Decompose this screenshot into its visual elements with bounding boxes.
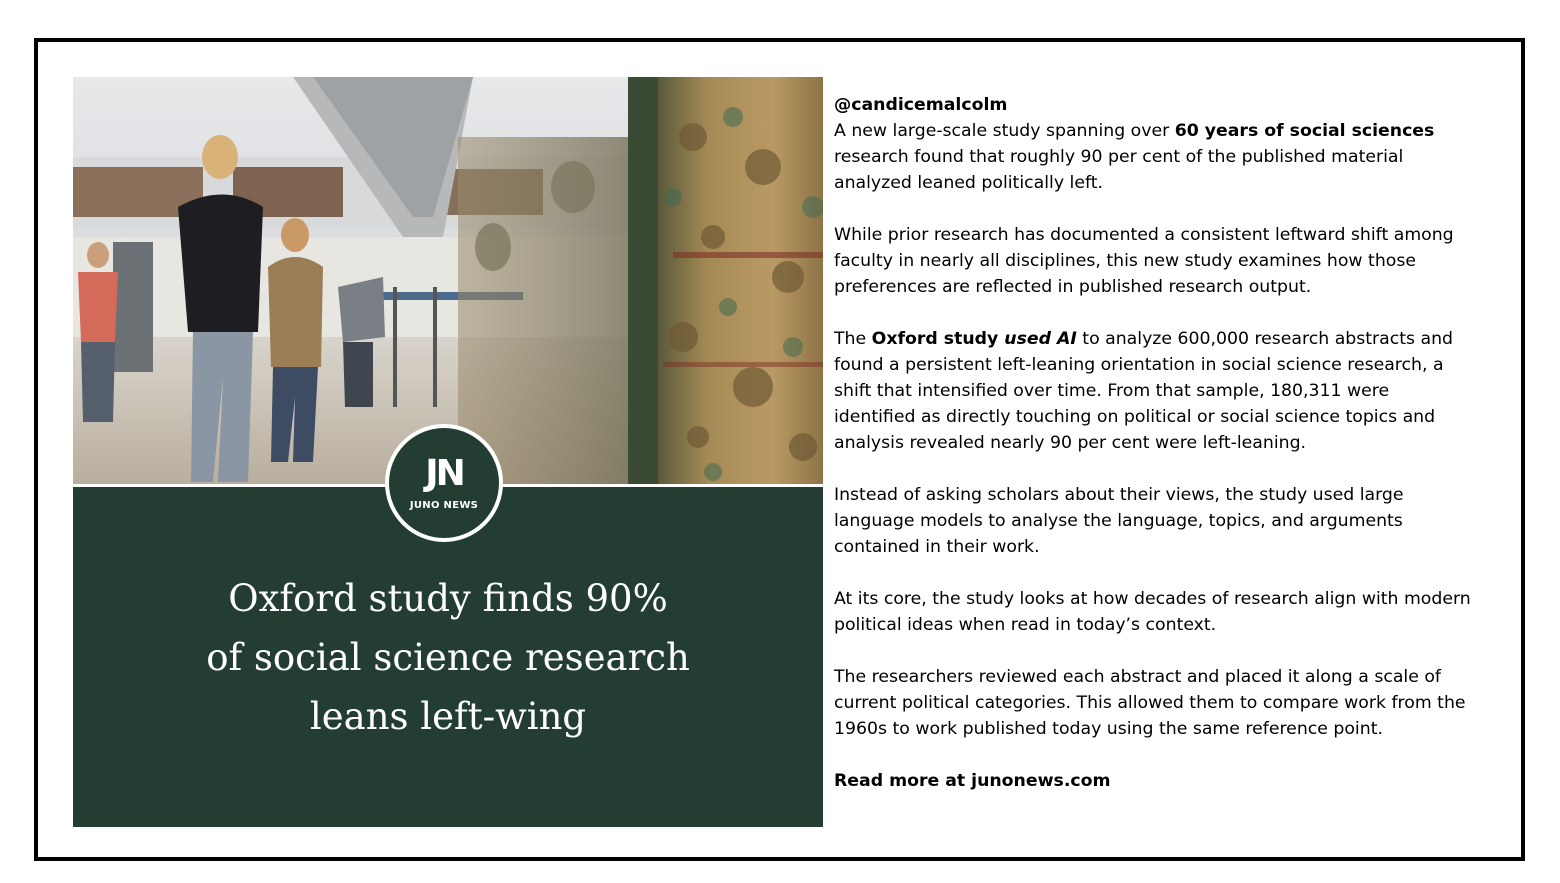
headline-line-2: of social science research [206,636,690,679]
author-handle: @candicemalcolm [834,95,1008,115]
paragraph-1: A new large-scale study spanning over 60 years of social sciences research found that roughly 90 per cent of the published material analyzed leaned politically left. [834,121,1435,193]
headline-line-3: leans left-wing [309,695,587,738]
paragraph-2: While prior research has documented a consistent leftward shift among faculty in nearly all disciplines, this new study examines how those preferences are reflected in published research output. [834,225,1454,297]
news-card [73,77,823,827]
logo-wordmark: JUNO NEWS [409,500,479,511]
paragraph-3: The Oxford study used AI to analyze 600,000 research abstracts and found a persistent left-leaning orientation in social science research, a shift that intensified over time. From that sample, 180,311 were identified as directly touching on political or social science topics and analysis revealed nearly 90 per cent were left-leaning. [834,329,1454,453]
card-headline [113,569,783,746]
headline-line-1: Oxford study finds 90% [228,577,668,620]
paragraph-6: The researchers reviewed each abstract and placed it along a scale of current political categories. This allowed them to compare work from the 1960s to work published today using the same reference point. [834,667,1466,739]
logo-mark: JN [425,453,463,494]
juno-news-logo [385,424,503,542]
read-more-link[interactable]: Read more at junonews.com [834,771,1111,791]
article-text [834,92,1474,820]
paragraph-5: At its core, the study looks at how decades of research align with modern political ideas when read in today’s context. [834,589,1471,635]
paragraph-4: Instead of asking scholars about their views, the study used large language models to analyse the language, topics, and arguments contained in their work. [834,485,1404,557]
